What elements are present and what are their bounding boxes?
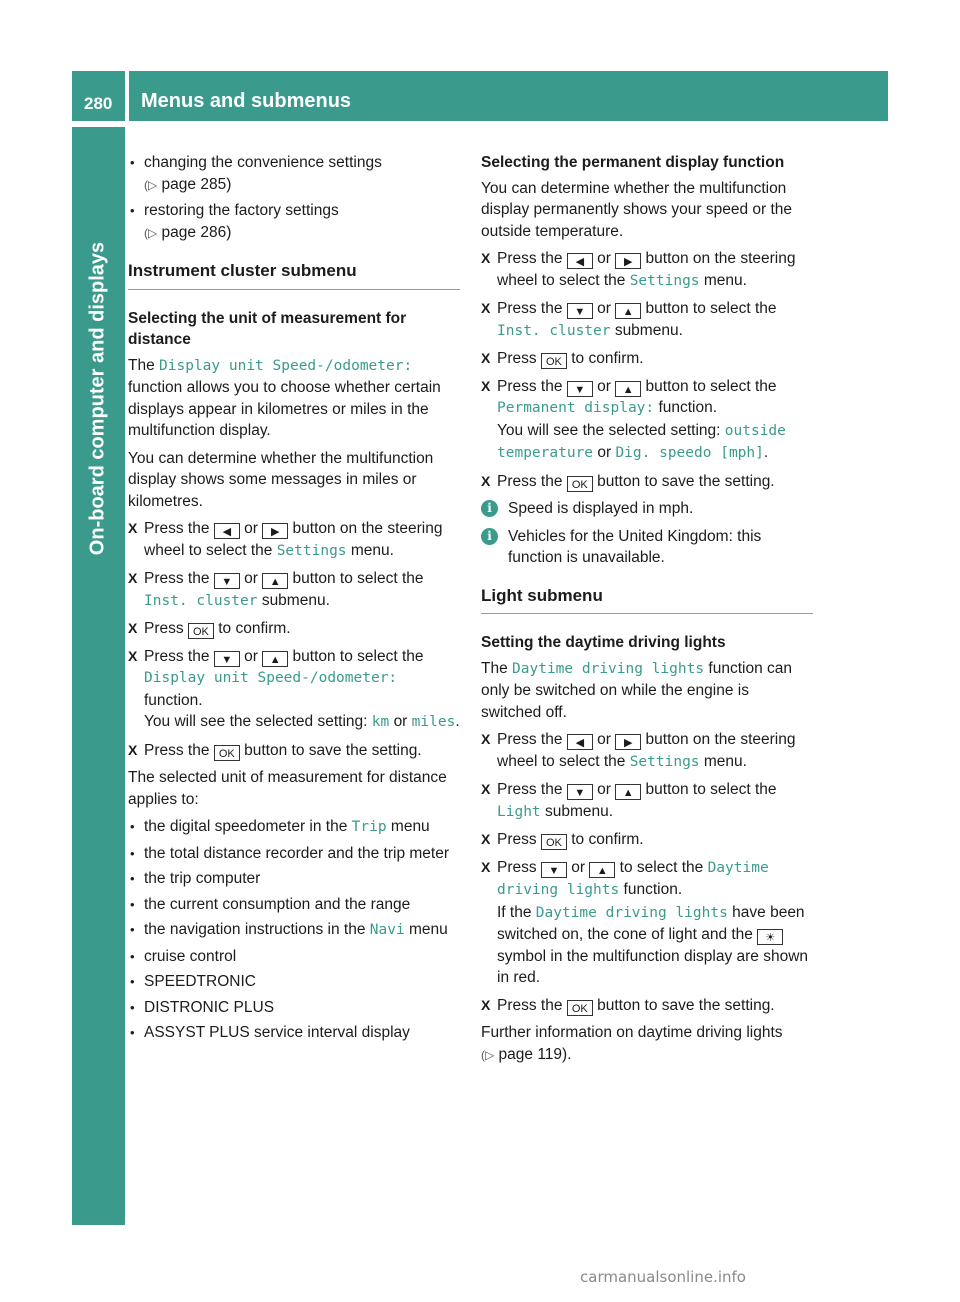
down-key-icon: ▼: [214, 573, 240, 589]
page-ref-icon: (▷: [144, 225, 158, 240]
display-text: Inst. cluster: [144, 592, 258, 609]
step: X Press the ▼ or ▲ button to select the Inst. cluster submenu.: [128, 570, 424, 609]
up-key-icon: ▲: [262, 573, 288, 589]
ok-key-icon: OK: [541, 353, 567, 369]
list-item: • restoring the factory settings (▷ page 286): [128, 200, 460, 244]
step-marker-icon: X: [481, 350, 491, 366]
left-column: [128, 152, 460, 1048]
step-marker-icon: X: [481, 781, 491, 797]
paragraph: You can determine whether the multifunction display shows some messages in miles or kilometres.: [128, 449, 434, 510]
page-title: Menus and submenus: [141, 90, 352, 112]
step-marker-icon: X: [481, 300, 491, 316]
step: X Press the ◀ or ▶ button on the steering wheel to select the Settings menu.: [128, 520, 443, 559]
up-key-icon: ▲: [615, 381, 641, 397]
page-ref: page 285): [161, 175, 232, 193]
left-key-icon: ◀: [214, 523, 240, 539]
paragraph: Further information on daytime driving lights (▷ page 119).: [481, 1024, 783, 1063]
watermark: carmanualsonline.info: [580, 1268, 746, 1286]
display-text: Trip: [351, 819, 387, 835]
paragraph: The Display unit Speed-/odometer: function allows you to choose whether certain displays appear in kilometres or miles in the multifunction display.: [128, 356, 441, 439]
display-text: Settings: [629, 753, 700, 770]
display-text: Daytime driving lights: [535, 904, 728, 921]
display-text: Dig. speedo [mph]: [615, 445, 764, 461]
paragraph: The Daytime driving lights function can only be switched on while the engine is switched off.: [481, 659, 792, 721]
step-marker-icon: X: [481, 472, 491, 489]
list-item: • SPEEDTRONIC: [128, 971, 460, 993]
display-text: Light: [497, 803, 541, 820]
step: X Press OK to confirm.: [481, 350, 644, 368]
list-item: • changing the convenience settings (▷ page 285): [128, 152, 460, 196]
up-key-icon: ▲: [589, 862, 615, 878]
step-marker-icon: X: [481, 831, 491, 847]
list-item: • the navigation instructions in the Navi menu: [128, 919, 460, 942]
step-marker-icon: X: [481, 858, 491, 875]
list-item: • the digital speedometer in the Trip menu: [128, 816, 460, 839]
display-text: Inst. cluster: [497, 322, 611, 339]
right-key-icon: ▶: [615, 734, 641, 750]
list-item: • the current consumption and the range: [128, 894, 460, 916]
ok-key-icon: OK: [567, 476, 593, 492]
page-ref: page 119).: [498, 1045, 572, 1063]
up-key-icon: ▲: [615, 303, 641, 319]
side-tab-label: On-board computer and displays: [86, 241, 109, 556]
step: X Press the ◀ or ▶ button on the steering wheel to select the Settings menu.: [481, 250, 796, 289]
page-ref-icon: (▷: [481, 1047, 495, 1062]
right-column: [481, 152, 813, 1072]
step-marker-icon: X: [128, 647, 138, 664]
step-marker-icon: X: [481, 996, 491, 1013]
page-ref: page 286): [161, 223, 232, 241]
left-key-icon: ◀: [567, 734, 593, 750]
step: X Press OK to confirm.: [128, 620, 291, 638]
step-marker-icon: X: [481, 731, 491, 747]
step-marker-icon: X: [481, 377, 491, 394]
step-marker-icon: X: [128, 520, 138, 536]
display-text: Settings: [629, 272, 700, 289]
ok-key-icon: OK: [567, 1000, 593, 1016]
down-key-icon: ▼: [567, 784, 593, 800]
ok-key-icon: OK: [214, 745, 240, 761]
info-note: i Vehicles for the United Kingdom: this function is unavailable.: [481, 526, 813, 569]
section-heading: Instrument cluster submenu: [128, 260, 460, 290]
subsection-heading: Selecting the unit of measurement for distance: [128, 309, 407, 348]
info-icon: i: [481, 500, 498, 517]
display-text: Permanent display:: [497, 400, 655, 416]
down-key-icon: ▼: [214, 651, 240, 667]
subsection-heading: Setting the daytime driving lights: [481, 634, 726, 651]
subsection-heading: Selecting the permanent display function: [481, 154, 785, 171]
up-key-icon: ▲: [262, 651, 288, 667]
display-text: Daytime driving lights: [497, 859, 769, 898]
step: X Press the OK button to save the setting.: [128, 741, 422, 760]
page-number: 280: [84, 94, 113, 113]
step-marker-icon: X: [128, 570, 138, 586]
step: X Press OK to confirm.: [481, 831, 644, 849]
list-item: • the trip computer: [128, 868, 460, 890]
step: X Press the ▼ or ▲ button to select the Display unit Speed-/odometer: function. You will see the selected setting: km or miles.: [128, 647, 460, 730]
display-text: Settings: [276, 542, 347, 559]
step-marker-icon: X: [128, 741, 138, 758]
display-text: Display unit Speed-/odometer:: [144, 670, 398, 686]
down-key-icon: ▼: [567, 303, 593, 319]
list-item: • the total distance recorder and the trip meter: [128, 843, 460, 865]
paragraph: The selected unit of measurement for distance applies to:: [128, 769, 447, 808]
display-text: km: [371, 714, 390, 730]
up-key-icon: ▲: [615, 784, 641, 800]
step: X Press the ◀ or ▶ button on the steering wheel to select the Settings menu.: [481, 731, 796, 770]
list-item: • DISTRONIC PLUS: [128, 997, 460, 1019]
display-text: Display unit Speed-/odometer:: [159, 357, 413, 374]
step: X Press the ▼ or ▲ button to select the Permanent display: function. You will see the selected setting: outside temperature or Dig. speedo [mph].: [481, 377, 786, 461]
step-marker-icon: X: [128, 620, 138, 636]
step: X Press the ▼ or ▲ button to select the Light submenu.: [481, 781, 777, 820]
right-key-icon: ▶: [615, 253, 641, 269]
display-text: miles: [411, 714, 456, 730]
sun-icon: ☀: [757, 929, 783, 945]
section-heading: Light submenu: [481, 585, 813, 615]
step: X Press the ▼ or ▲ button to select the Inst. cluster submenu.: [481, 300, 777, 339]
display-text: outside temperature: [497, 422, 786, 461]
step: X Press the OK button to save the setting.: [481, 472, 775, 491]
ok-key-icon: OK: [188, 623, 214, 639]
info-note: i Speed is displayed in mph.: [481, 498, 813, 520]
page-ref-icon: (▷: [144, 177, 158, 192]
right-key-icon: ▶: [262, 523, 288, 539]
down-key-icon: ▼: [541, 862, 567, 878]
ok-key-icon: OK: [541, 834, 567, 850]
left-key-icon: ◀: [567, 253, 593, 269]
display-text: Navi: [369, 922, 405, 938]
paragraph: You can determine whether the multifunction display permanently shows your speed or the outside temperature.: [481, 179, 793, 240]
step: X Press ▼ or ▲ to select the Daytime driving lights function. If the Daytime driving lights have been switched on, the cone of light and the ☀ symbol in the multifunction display are shown in red.: [481, 858, 809, 986]
info-icon: i: [481, 528, 498, 545]
list-item: • cruise control: [128, 946, 460, 968]
display-text: Daytime driving lights: [512, 660, 705, 677]
step-marker-icon: X: [481, 250, 491, 266]
list-item: • ASSYST PLUS service interval display: [128, 1022, 460, 1044]
step: X Press the OK button to save the setting.: [481, 996, 775, 1015]
down-key-icon: ▼: [567, 381, 593, 397]
